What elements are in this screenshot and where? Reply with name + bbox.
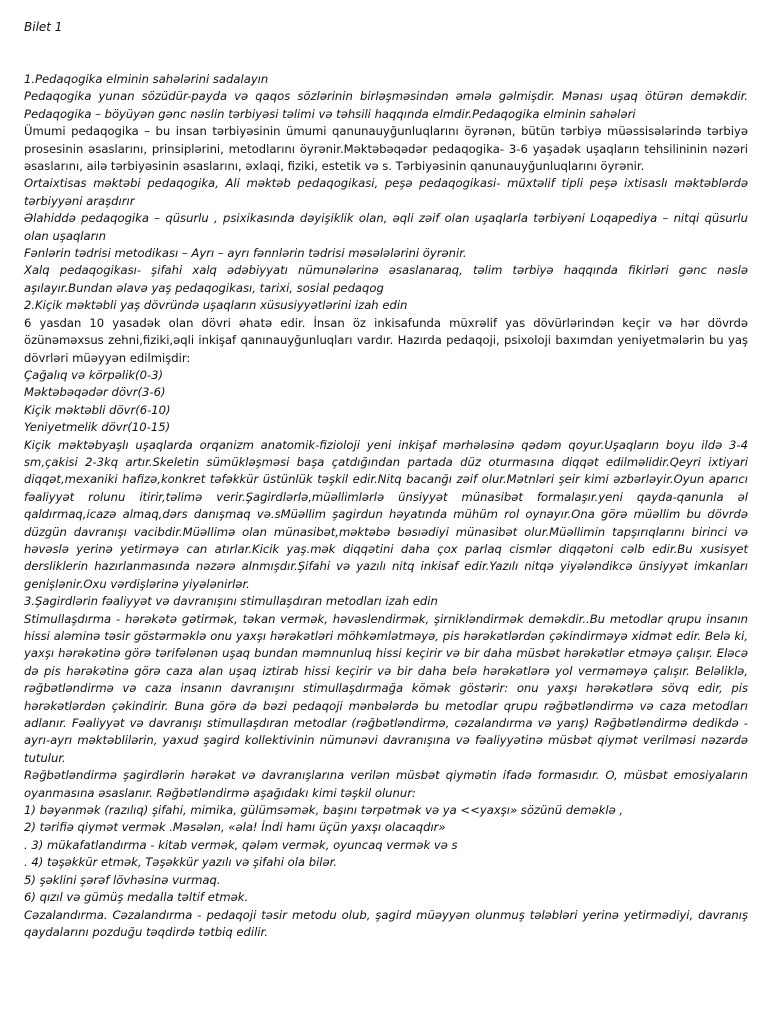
- list-item: 2) tərifiə qiymət vermək .Məsələn, «əla! İndi hamı üçün yaxşı olacaqdır»: [24, 820, 446, 835]
- list-item: 5) şəklini şərəf lövhəsinə vurmaq.: [24, 872, 221, 887]
- paragraph: Ümumi pedaqogika – bu insan tərbiyəsinin ümumi qanunauyğunluqlarını öyrənən, bütün tərbiyə müəssisələrində tərbiyə prosesinin əsaslarını, prinsiplərini, metodlarını öyrənir.Məktəbəqədər pedaqogika- 3-6 yaşadək uşaqların tehsilininin nəzəri əsaslarını, ailə tərbiyəsinin əsaslarını, əxlaqi, fiziki, estetik və s. Tərbiyəsinin qanunauyğunluqlarını öyrənir.: [24, 124, 748, 174]
- section-heading-3: 3.Şagirdlərin fəaliyyət və davranışını stimullaşdıran metodları izah edin: [24, 594, 438, 609]
- paragraph: 6 yasdan 10 yasadək olan dövri əhatə edir. İnsan öz inkisafunda müxrəlif yas dövürlərindən keçir və hər dövrdə özünəməxsus zehni,fiziki,əqli inkişaf qanınauyğunluqları vardır. Hazırda pedaqoji, psixoloji baxımdan yeniyetmələrin bu yaş dövrləri müəyyən edilmişdir:: [24, 315, 748, 365]
- paragraph: Fənlərin tədrisi metodikası – Ayrı – ayrı fənnlərin tədrisi məsələlərini öyrənir.: [24, 246, 467, 261]
- paragraph: Stimullaşdırma - hərəkətə gətirmək, təkan vermək, həvəslendirmək, şirnikləndirmək deməkdir..Bu metodlar qrupu insanın hissi aləminə təsir göstərməklə onu yaxşı hərəkətləri möhkəmlətməyə, pis hərəkətlərdən çəkindirməyə xidmət edir. Belə ki, yaxşı hərəkətinə görə tərifələnən uşaq bundan məmnunluq hissi keçirir və bir daha müsbət hərəkətlər etməyə çalışır. Eləcə də pis hərəkətinə görə caza alan uşaq iztirab hissi keçirir və bir daha belə hərəkətlərə yol verməməyə çalışır. Beləliklə, rəğbətləndirmə və caza insanın davranışını stimullaşdırmağa kömək göstərir: onu yaxşı hərəkətlərə sövq edir, pis hərəkətlərdən çəkindirir. Buna görə də bəzi pedaqoji mənbələrdə bu metodlar qrupu rəğbətləndirmə və caza metodları adlanır. Fəaliyyət və davranışı stimullaşdıran metodlar (rəğbətləndirmə, cəzalandırma və yarış) Rəğbətləndirmə dedikdə - ayrı-ayrı məktəblilərin, yaxud şagird kollektivinin nümunəvi davranışına və fəaliyyətinə müsbət qiymət verilməsi nəzərdə tutulur.: [24, 611, 748, 765]
- paragraph: Pedaqogika yunan sözüdür-payda və qaqos sözlərinin birləşməsindən əmələ gəlmişdir. Mənası uşaq ötürən deməkdir. Pedaqogika – böyüyən gənc nəslin tərbiyəsi təlimi və təhsili haqqında elmdir.Pedaqogika elminin sahələri: [24, 89, 748, 121]
- paragraph: Xalq pedaqogikası- şifahi xalq ədəbiyyatı nümunələrinə əsaslanaraq, təlim tərbiyə haqqında fikirləri gənc nəslə aşılayır.Bundan əlavə yaş pedaqogikası, tarixi, sosial pedaqog: [24, 263, 748, 295]
- list-item: . 4) təşəkkür etmək, Təşəkkür yazılı və şifahi ola bilər.: [24, 855, 338, 870]
- document-body: [24, 71, 748, 941]
- list-item: Çağalıq və körpəlik(0-3): [24, 367, 164, 382]
- paragraph: Cəzalandırma. Cəzalandırma - pedaqoji təsir metodu olub, şagird müəyyən olunmuş tələbləri yerinə yetirmədiyi, davranış qaydalarını pozduğu təqdirdə tətbiq edilir.: [24, 907, 748, 939]
- list-item: . 3) mükafatlandırma - kitab vermək, qələm vermək, oyuncaq vermək və s: [24, 837, 458, 852]
- paragraph: Rəğbətləndirmə şagirdlərin hərəkət və davranışlarına verilən müsbət qiymətin ifadə formasıdır. O, müsbət emosiyaların oyanmasına əsaslanır. Rəğbətləndirmə aşağıdakı kimi təşkil olunur:: [24, 768, 748, 800]
- paragraph: Əlahiddə pedaqogika – qüsurlu , psixikasında dəyişiklik olan, əqli zəif olan uşaqlarla tərbiyəni Loqapediya – nitqi qüsurlu olan uşaqların: [24, 211, 748, 243]
- section-heading-1: 1.Pedaqogika elminin sahələrini sadalayın: [24, 72, 269, 86]
- paragraph: Kiçik məktəbyaşlı uşaqlarda orqanizm anatomik-fizioloji yeni inkişaf mərhələsinə qədəm qoyur.Uşaqların boyu ildə 3-4 sm,çakisi 2-3kq artır.Skeletin sümükləşməsi başa çatdığından partada düz oturmasına diqqət edilməlidir.Qeyri ixtiyari diqqət,mexaniki hafizə,konkret təfəkkür üstünlük təşkil edir.Nitq bacanğı zəif olur.Mətnləri şeir kimi əzbərləyir.Oyun aparıcı fəaliyyət rolunu itirir,təlimə verir.Şagirdlərlə,müəllimlərlə ünsiyyət münasibət formalaşır.yeni qayda-qanunla əl qaldırmaq,icazə almaq,dərs danışmaq və.sMüəllim şagirdun həyatında mühüm rol oynayır.Ona görə müəllim bu dövrdə düzgün davranışı vacibdir.Müəllimə olan münasibət,məktəbə bəsıədiyi münasibət olur.Müəllimin tapşırıqlarını birinci və həvəslə yerinə yetirməyə can atırlar.Kicik yaş.mək diqqətini daha çox parlaq cismlər diqqətoni cəlb edir.Bu xusisyet dersliklerin hazırlanmasında nəzərə alnmışdır.Şifahi və yazılı nitq inkisaf edir.Yazılı nitqə yiyələndikcə ünsiyyət imkanları genişlənir.Oxu vərdişlərinə yiyələnirlər.: [24, 437, 748, 591]
- list-item: 1) bəyənmək (razılıq) şifahi, mimika, gülümsəmək, başını tərpətmək və ya <<yaxşı» sözünü deməklə ,: [24, 803, 624, 818]
- section-heading-2: 2.Kiçik məktəbli yaş dövründə uşaqların xüsusiyyətlərini izah edin: [24, 298, 408, 313]
- paragraph: Ortaixtisas məktəbi pedaqogika, Ali məktəb pedaqogikasi, peşə pedaqogikasi- müxtəlif tipli peşə ixtisaslı məktəblərdə tərbiyyəni araşdırır: [24, 176, 748, 208]
- page-title: Bilet 1: [24, 20, 63, 34]
- list-item: Məktəbəqədər dövr(3-6): [24, 385, 166, 400]
- list-item: Kiçik məktəbli dövr(6-10): [24, 402, 171, 417]
- list-item: Yeniyetmelik dövr(10-15): [24, 420, 171, 435]
- list-item: 6) qızıl və gümüş medalla təltif etmək.: [24, 890, 249, 905]
